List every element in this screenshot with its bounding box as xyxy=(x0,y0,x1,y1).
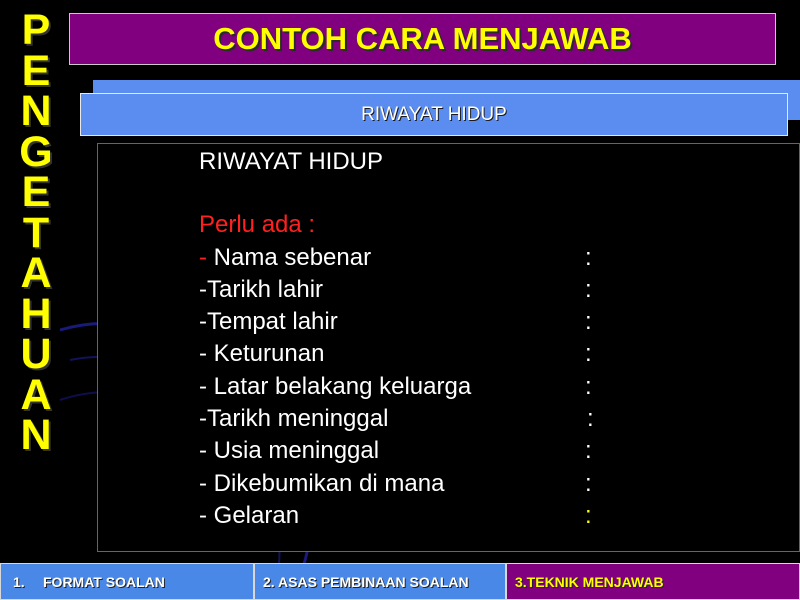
content-heading: RIWAYAT HIDUP xyxy=(199,148,384,175)
list-item-label: - Usia meninggal xyxy=(199,437,380,465)
list-item xyxy=(199,306,592,338)
list-item xyxy=(199,371,592,403)
vertical-letter: T xyxy=(22,208,50,257)
list-item xyxy=(199,403,594,435)
vertical-letter: H xyxy=(20,289,52,338)
vertical-letter: N xyxy=(20,87,52,135)
list-item-dash: - xyxy=(199,243,214,271)
tab-number: 1. xyxy=(13,573,25,590)
list-item xyxy=(199,338,592,370)
subtitle-bar xyxy=(80,93,788,136)
vertical-letter: U xyxy=(20,330,52,378)
vertical-letter: A xyxy=(20,370,52,419)
list-item-colon: : xyxy=(585,340,592,368)
vertical-letter: E xyxy=(21,168,51,216)
title-bar xyxy=(69,13,776,65)
vertical-title xyxy=(12,6,60,459)
tab-teknik-menjawab[interactable] xyxy=(506,563,800,600)
vertical-letter: N xyxy=(20,411,52,459)
vertical-letter: P xyxy=(21,6,51,54)
tab-format-soalan[interactable] xyxy=(0,563,254,600)
content-panel xyxy=(97,143,800,552)
vertical-letter: A xyxy=(20,249,52,297)
vertical-letter: E xyxy=(21,46,51,95)
navigation-tabs xyxy=(0,563,800,600)
list-item-colon: : xyxy=(585,275,592,303)
tab-label: 2. ASAS PEMBINAAN SOALAN xyxy=(263,573,469,590)
list-item xyxy=(199,274,592,306)
list-item xyxy=(199,500,592,532)
tab-asas-pembinaan-soalan[interactable] xyxy=(254,563,506,600)
list-item-label: -Tarikh lahir xyxy=(199,275,324,303)
list-item-colon: : xyxy=(585,243,592,271)
tab-label: 3.TEKNIK MENJAWAB xyxy=(515,573,664,590)
list-item-colon: : xyxy=(585,372,592,400)
list-item xyxy=(199,242,592,274)
list-item-colon: : xyxy=(585,308,592,336)
list-item-label: -Tempat lahir xyxy=(199,308,338,336)
list-item xyxy=(199,435,592,467)
required-label: Perlu ada : xyxy=(199,211,316,239)
list-item-colon: : xyxy=(585,437,592,465)
list-item-colon: : xyxy=(587,405,594,433)
list-item-label: - Dikebumikan di mana xyxy=(199,469,445,497)
list-item xyxy=(199,468,592,500)
subtitle: RIWAYAT HIDUP xyxy=(361,103,507,125)
list-item-label: - Keturunan xyxy=(199,340,325,368)
tab-label: FORMAT SOALAN xyxy=(43,573,165,590)
list-item-label: Nama sebenar xyxy=(213,243,372,271)
content-text xyxy=(199,146,594,532)
list-item-colon: : xyxy=(585,469,592,497)
vertical-letter: G xyxy=(19,127,53,176)
list-item-label: -Tarikh meninggal xyxy=(199,405,389,433)
list-item-label: - Gelaran xyxy=(199,501,300,529)
page-title: CONTOH CARA MENJAWAB xyxy=(213,21,632,56)
list-item-colon: : xyxy=(585,501,592,529)
list-item-label: - Latar belakang keluarga xyxy=(199,372,472,400)
